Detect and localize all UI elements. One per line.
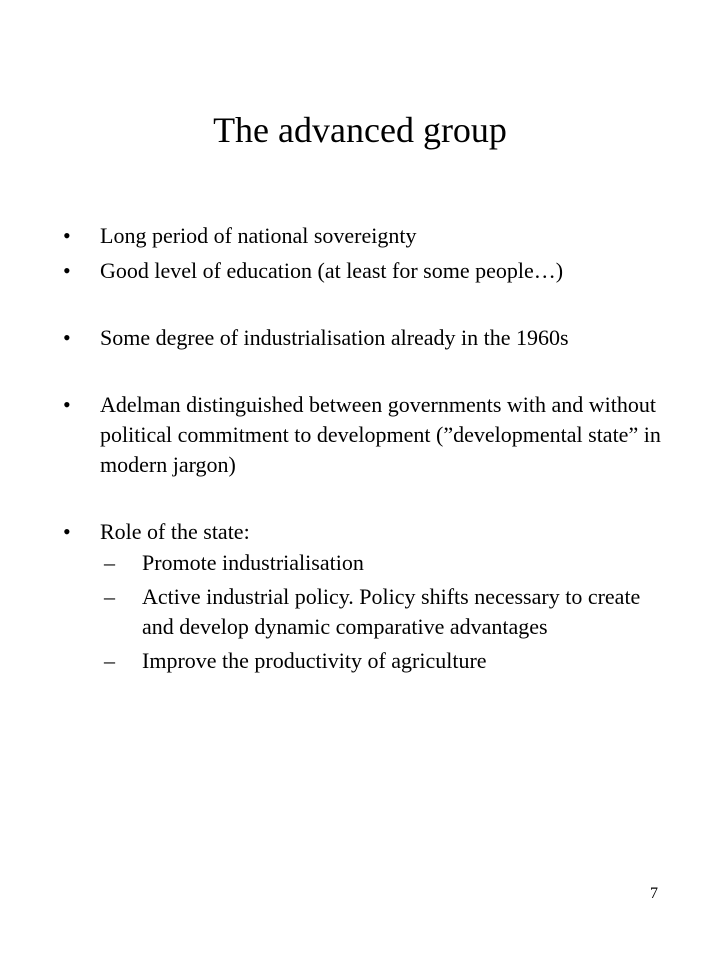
sub-bullet-item: [100, 646, 663, 676]
slide-title: The advanced group: [213, 110, 507, 150]
sub-bullet-text: Improve the productivity of agriculture: [142, 648, 487, 673]
sub-bullet-marker: –: [104, 550, 115, 575]
sub-bullet-item: [100, 582, 663, 642]
page-number: 7: [650, 885, 658, 902]
sub-bullet-list: [100, 548, 663, 676]
bullet-text: Some degree of industrialisation already in the 1960s: [100, 325, 569, 350]
bullet-item: [63, 390, 663, 480]
sub-bullet-marker: –: [104, 584, 115, 609]
bullet-marker: •: [63, 519, 71, 544]
sub-bullet-text: Active industrial policy. Policy shifts necessary to create and develop dynamic comparative advantages: [142, 584, 641, 639]
bullet-text: Role of the state:: [100, 519, 250, 544]
bullet-text: Long period of national sovereignty: [100, 223, 417, 248]
bullet-item: [63, 517, 663, 676]
bullet-item: [63, 221, 663, 251]
bullet-item: [63, 256, 663, 286]
bullet-list: [63, 221, 663, 680]
bullet-marker: •: [63, 258, 71, 283]
bullet-text: Good level of education (at least for some people…): [100, 258, 564, 283]
bullet-item: [63, 323, 663, 353]
bullet-marker: •: [63, 392, 71, 417]
sub-bullet-marker: –: [104, 648, 115, 673]
bullet-marker: •: [63, 223, 71, 248]
sub-bullet-text: Promote industrialisation: [142, 550, 364, 575]
bullet-marker: •: [63, 325, 71, 350]
sub-bullet-item: [100, 548, 663, 578]
bullet-text: Adelman distinguished between governments with and without political commitment to development (”developmental state” in modern jargon): [100, 392, 661, 477]
